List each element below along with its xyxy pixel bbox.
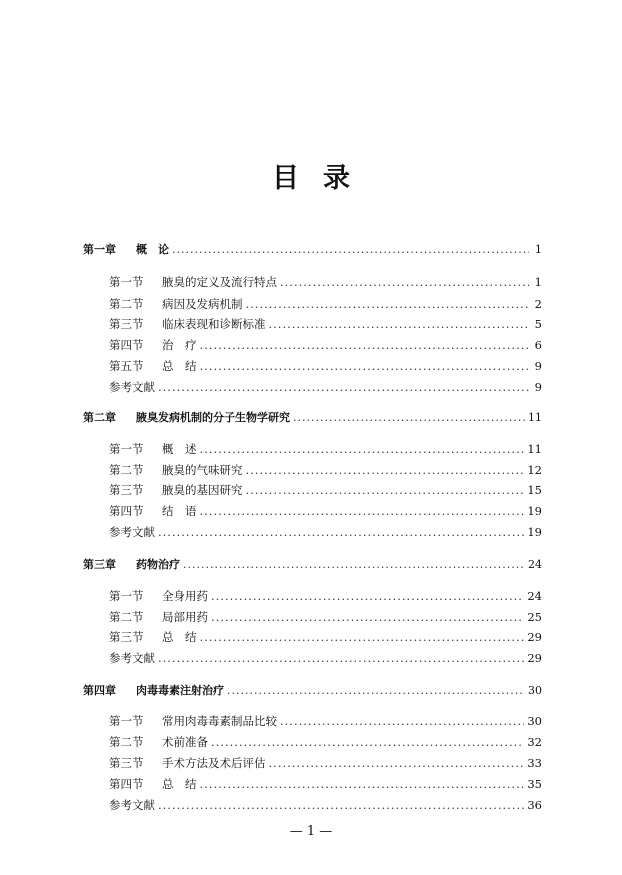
toc-leader-dots: [172, 243, 529, 256]
toc-page-number: 19: [527, 525, 542, 539]
toc-page-number: 30: [527, 714, 542, 728]
toc-leader-dots: [158, 525, 524, 539]
toc-leader-dots: [200, 338, 530, 352]
toc-section-entry[interactable]: [109, 587, 542, 605]
toc-entry-number: 第二章: [83, 411, 116, 424]
toc-entry-number: 第四节: [109, 504, 144, 518]
toc-leader-dots: [200, 777, 525, 791]
toc-entry-number: 第二节: [109, 463, 144, 477]
page-number-footer: — 1 —: [289, 824, 333, 839]
toc-leader-dots: [246, 483, 525, 497]
page-title-char-1: 目: [272, 163, 299, 194]
toc-entry-number: 第一节: [109, 275, 144, 289]
toc-entry-label: [109, 337, 197, 353]
toc-page-number: 32: [527, 735, 542, 749]
toc-entry-label: [109, 797, 155, 813]
toc-page-number: 9: [534, 380, 542, 394]
toc-leader-dots: [246, 463, 525, 477]
toc-entry-label: [83, 556, 180, 572]
toc-entry-title: 总 结: [162, 630, 197, 644]
toc-section-entry[interactable]: [109, 461, 542, 479]
toc-entry-number: 第一章: [83, 243, 116, 256]
toc-chapter-entry[interactable]: [83, 681, 542, 699]
toc-entry-label: [109, 713, 277, 729]
toc-entry-label: [109, 441, 197, 457]
toc-entry-title: 临床表现和诊断标准: [162, 317, 266, 331]
toc-section-entry[interactable]: [109, 733, 542, 751]
toc-page-number: 15: [527, 483, 542, 497]
toc-section-entry[interactable]: [109, 357, 542, 375]
toc-page-number: 11: [527, 442, 542, 456]
toc-section-entry[interactable]: [109, 440, 542, 458]
toc-entry-number: 第一节: [109, 589, 144, 603]
toc-entry-number: 第一节: [109, 714, 144, 728]
toc-entry-title: 术前准备: [162, 735, 208, 749]
toc-section-entry[interactable]: [109, 315, 542, 333]
toc-leader-dots: [227, 684, 525, 697]
toc-entry-number: 第一节: [109, 442, 144, 456]
toc-page-number: 33: [527, 756, 542, 770]
toc-entry-title: 参考文献: [109, 651, 155, 665]
toc-entry-label: [83, 682, 224, 698]
toc-page-number: 30: [528, 683, 542, 697]
toc-entry-title: 概 述: [162, 442, 197, 456]
toc-leader-dots: [280, 714, 524, 728]
toc-section-entry[interactable]: [109, 523, 542, 541]
toc-entry-title: 参考文献: [109, 798, 155, 812]
toc-entry-title: 治 疗: [162, 338, 197, 352]
toc-section-entry[interactable]: [109, 608, 542, 626]
toc-chapter-entry[interactable]: [83, 240, 542, 258]
toc-entry-label: [109, 776, 197, 792]
toc-entry-label: [109, 609, 208, 625]
toc-section-entry[interactable]: [109, 336, 542, 354]
toc-entry-label: [109, 734, 208, 750]
toc-entry-title: 局部用药: [162, 610, 208, 624]
toc-leader-dots: [200, 442, 525, 456]
toc-section-entry[interactable]: [109, 649, 542, 667]
toc-page-number: 2: [534, 297, 542, 311]
toc-leader-dots: [158, 651, 524, 665]
toc-section-entry[interactable]: [109, 754, 542, 772]
toc-entry-number: 第四节: [109, 338, 144, 352]
toc-entry-label: [109, 650, 155, 666]
toc-entry-label: [109, 482, 243, 498]
toc-entry-number: 第三章: [83, 558, 116, 571]
toc-entry-label: [109, 629, 197, 645]
toc-page-number: 5: [534, 317, 542, 331]
toc-entry-label: [83, 241, 169, 257]
toc-page-number: 29: [527, 630, 542, 644]
toc-entry-label: [109, 588, 208, 604]
toc-entry-label: [109, 274, 277, 290]
toc-entry-label: [109, 358, 197, 374]
toc-entry-number: 第二节: [109, 735, 144, 749]
toc-page-number: 24: [527, 589, 542, 603]
toc-entry-label: [109, 316, 266, 332]
toc-leader-dots: [200, 359, 530, 373]
toc-entry-title: 药物治疗: [136, 558, 180, 571]
toc-entry-label: [83, 409, 290, 425]
toc-section-entry[interactable]: [109, 378, 542, 396]
toc-entry-number: 第二节: [109, 610, 144, 624]
toc-leader-dots: [200, 630, 525, 644]
toc-page-number: 25: [527, 610, 542, 624]
toc-leader-dots: [158, 798, 524, 812]
toc-entry-title: 手术方法及术后评估: [162, 756, 266, 770]
toc-section-entry[interactable]: [109, 712, 542, 730]
toc-entry-title: 总 结: [162, 359, 197, 373]
toc-entry-label: [109, 755, 266, 771]
toc-page-number: 19: [527, 504, 542, 518]
toc-leader-dots: [183, 558, 525, 571]
toc-leader-dots: [211, 589, 524, 603]
toc-leader-dots: [269, 317, 530, 331]
toc-page-number: 11: [528, 410, 542, 424]
toc-page-number: 24: [528, 557, 542, 571]
toc-leader-dots: [269, 756, 525, 770]
toc-entry-title: 腋臭的基因研究: [162, 483, 243, 497]
toc-page-number: 12: [527, 463, 542, 477]
toc-chapter-entry[interactable]: [83, 408, 542, 426]
toc-page-number: 1: [535, 242, 542, 256]
toc-section-entry[interactable]: [109, 628, 542, 646]
toc-leader-dots: [158, 380, 529, 394]
toc-section-entry[interactable]: [109, 502, 542, 520]
toc-entry-title: 腋臭的定义及流行特点: [162, 275, 277, 289]
toc-page-number: 1: [534, 275, 542, 289]
toc-entry-title: 参考文献: [109, 525, 155, 539]
toc-section-entry[interactable]: [109, 295, 542, 313]
toc-entry-number: 第三节: [109, 317, 144, 331]
toc-page-number: 36: [527, 798, 542, 812]
toc-entry-number: 第四章: [83, 684, 116, 697]
toc-page-number: 35: [527, 777, 542, 791]
toc-section-entry[interactable]: [109, 775, 542, 793]
toc-entry-number: 第二节: [109, 297, 144, 311]
toc-entry-title: 肉毒毒素注射治疗: [136, 684, 224, 697]
toc-entry-title: 结 语: [162, 504, 197, 518]
toc-section-entry[interactable]: [109, 481, 542, 499]
toc-entry-number: 第四节: [109, 777, 144, 791]
toc-entry-number: 第三节: [109, 630, 144, 644]
toc-leader-dots: [246, 297, 530, 311]
toc-entry-title: 病因及发病机制: [162, 297, 243, 311]
toc-section-entry[interactable]: [109, 796, 542, 814]
toc-entry-label: [109, 503, 197, 519]
toc-entry-title: 腋臭的气味研究: [162, 463, 243, 477]
toc-entry-title: 参考文献: [109, 380, 155, 394]
toc-entry-title: 概 论: [136, 243, 169, 256]
toc-leader-dots: [211, 735, 524, 749]
toc-leader-dots: [211, 610, 524, 624]
toc-section-entry[interactable]: [109, 273, 542, 291]
page-title-char-2: 录: [323, 163, 350, 194]
toc-entry-title: 全身用药: [162, 589, 208, 603]
toc-page-number: 6: [534, 338, 542, 352]
toc-entry-number: 第五节: [109, 359, 144, 373]
toc-entry-label: [109, 462, 243, 478]
toc-entry-title: 总 结: [162, 777, 197, 791]
toc-entry-title: 腋臭发病机制的分子生物学研究: [136, 411, 290, 424]
toc-entry-number: 第三节: [109, 483, 144, 497]
toc-entry-label: [109, 379, 155, 395]
toc-entry-title: 常用肉毒毒素制品比较: [162, 714, 277, 728]
toc-chapter-entry[interactable]: [83, 555, 542, 573]
toc-leader-dots: [200, 504, 525, 518]
toc-page-number: 9: [534, 359, 542, 373]
toc-leader-dots: [293, 411, 525, 424]
toc-page-number: 29: [527, 651, 542, 665]
toc-entry-number: 第三节: [109, 756, 144, 770]
toc-entry-label: [109, 296, 243, 312]
toc-leader-dots: [280, 275, 529, 289]
toc-entry-label: [109, 524, 155, 540]
